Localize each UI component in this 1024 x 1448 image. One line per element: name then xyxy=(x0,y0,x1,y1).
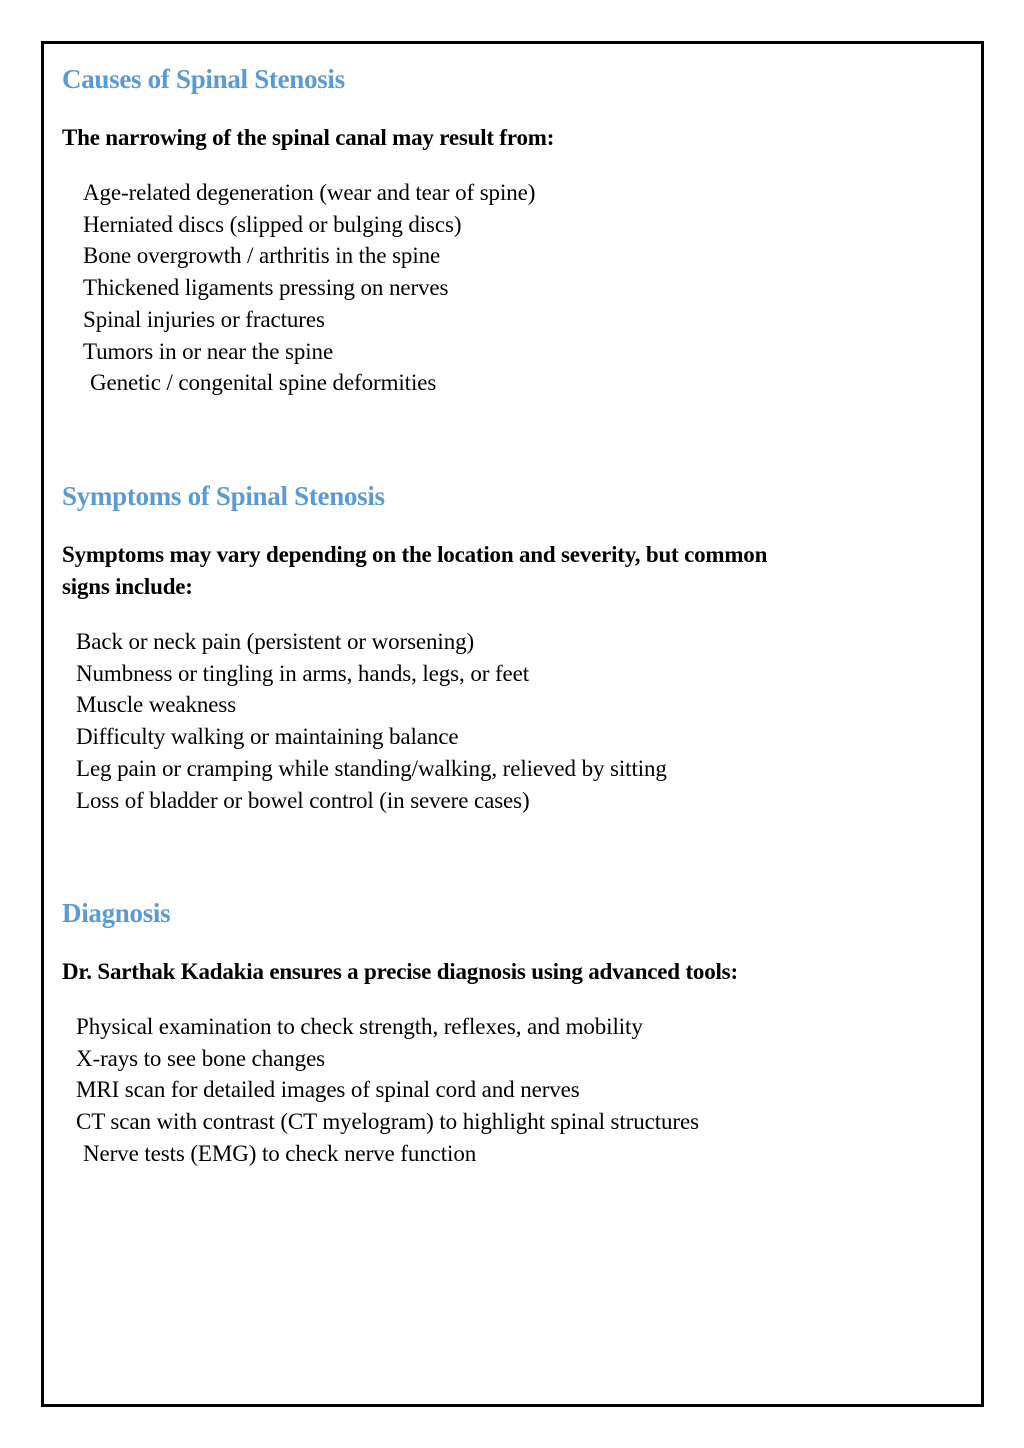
symptoms-list xyxy=(76,626,667,816)
causes-list xyxy=(83,177,535,399)
diagnosis-list xyxy=(76,1011,699,1170)
list-item: MRI scan for detailed images of spinal cord and nerves xyxy=(76,1077,580,1103)
list-item: Thickened ligaments pressing on nerves xyxy=(83,275,449,301)
list-item: Age-related degeneration (wear and tear of spine) xyxy=(83,180,536,205)
list-item: Physical examination to check strength, reflexes, and mobility xyxy=(76,1014,643,1039)
list-item: Nerve tests (EMG) to check nerve function xyxy=(83,1140,477,1166)
list-item: Difficulty walking or maintaining balance xyxy=(76,724,459,750)
symptoms-intro-line2: signs include: xyxy=(62,574,193,599)
list-item: X-rays to see bone changes xyxy=(76,1045,326,1071)
list-item: Genetic / congenital spine deformities xyxy=(90,370,437,396)
list-item: Back or neck pain (persistent or worsening) xyxy=(76,629,475,654)
list-item: Muscle weakness xyxy=(76,692,237,718)
causes-heading: Causes of Spinal Stenosis xyxy=(62,64,345,94)
symptoms-intro-line1: Symptoms may vary depending on the location and severity, but common xyxy=(62,542,768,567)
list-item: Spinal injuries or fractures xyxy=(83,306,325,332)
list-item: Numbness or tingling in arms, hands, legs, or feet xyxy=(76,660,530,686)
symptoms-heading: Symptoms of Spinal Stenosis xyxy=(62,481,385,511)
list-item: Bone overgrowth / arthritis in the spine xyxy=(83,243,441,269)
diagnosis-intro: Dr. Sarthak Kadakia ensures a precise diagnosis using advanced tools: xyxy=(62,959,738,984)
list-item: Loss of bladder or bowel control (in severe cases) xyxy=(76,787,530,813)
list-item: Herniated discs (slipped or bulging discs) xyxy=(83,211,462,237)
symptoms-intro xyxy=(62,539,767,603)
diagnosis-heading: Diagnosis xyxy=(62,898,171,928)
list-item: CT scan with contrast (CT myelogram) to highlight spinal structures xyxy=(76,1109,699,1135)
list-item: Tumors in or near the spine xyxy=(83,338,334,364)
causes-intro: The narrowing of the spinal canal may result from: xyxy=(62,125,555,150)
list-item: Leg pain or cramping while standing/walking, relieved by sitting xyxy=(76,755,667,781)
